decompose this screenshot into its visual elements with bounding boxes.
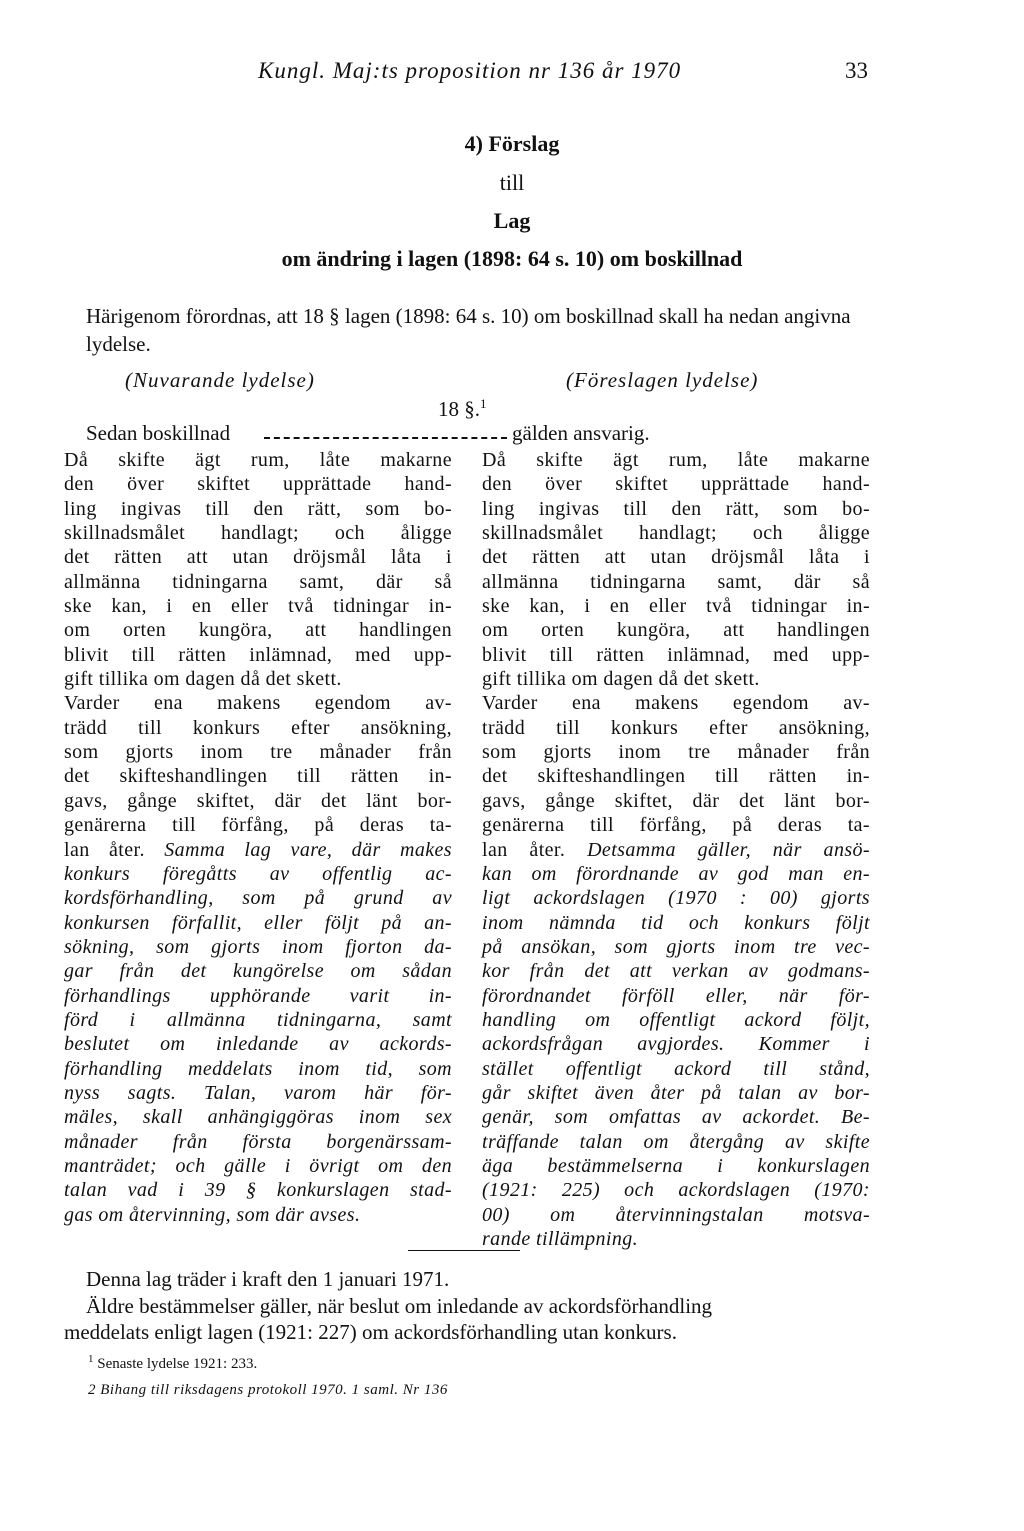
line-text: lan åter.: [64, 838, 165, 861]
right-text-line: [482, 594, 870, 618]
line-text: trädd till konkurs efter ansökning,: [482, 716, 870, 739]
intro-paragraph: Härigenom förordnas, att 18 § lagen (1898: 64 s. 10) om boskillnad skall ha nedan angivna lydelse.: [86, 304, 851, 356]
left-text-line: [64, 472, 452, 496]
left-text-line: [64, 1178, 452, 1202]
line-text: lan åter.: [482, 838, 588, 861]
footer-line-3: meddelats enligt lagen (1921: 227) om ackordsförhandling utan konkurs.: [64, 1320, 677, 1344]
line-text: rande tillämpning.: [482, 1228, 639, 1250]
line-text: ske kan, i en eller två tidningar in-: [482, 595, 870, 618]
line-text: Då skifte ägt rum, låte makarne: [482, 449, 870, 471]
line-text: ling ingivas till den rätt, som bo-: [64, 497, 452, 520]
right-text-line: [482, 521, 870, 545]
right-text-line: [482, 813, 870, 837]
line-text: ling ingivas till den rätt, som bo-: [482, 497, 870, 520]
line-text: ackordsfrågan avgjordes. Kommer i: [482, 1033, 870, 1056]
line-text: träffande talan om återgång av skifte: [482, 1130, 870, 1153]
right-text-line: [482, 643, 870, 667]
right-text-line: [482, 691, 870, 715]
footnote: [88, 1353, 257, 1373]
right-text-line: [482, 448, 870, 472]
line-text: allmänna tidningarna samt, där så: [64, 570, 452, 593]
line-text: ligt ackordslagen (1970 : 00) gjorts: [482, 887, 870, 910]
line-text: allmänna tidningarna samt, där så: [482, 570, 870, 593]
line-text: förhandlings upphörande varit in-: [64, 984, 452, 1007]
section-label: 18 §.: [438, 397, 480, 421]
right-text-line: [482, 764, 870, 788]
line-text: om orten kungöra, att handlingen: [482, 619, 870, 642]
line-text: går skiftet även åter på talan av bor-: [482, 1081, 870, 1104]
line-text: blivit till rätten inlämnad, med upp-: [64, 643, 452, 666]
right-text-line: [482, 959, 870, 983]
right-text-line: [482, 1227, 870, 1251]
right-text-line: [482, 1130, 870, 1154]
right-column-heading: (Föreslagen lydelse): [566, 368, 759, 392]
line-text: kan om förordnande av god man en-: [482, 862, 870, 885]
line-text: förordnandet förföll eller, när för-: [482, 984, 870, 1007]
line-text: mäles, skall anhängiggöras inom sex: [64, 1106, 452, 1129]
left-text-line: [64, 667, 452, 691]
running-header-title: Kungl. Maj:ts proposition nr 136 år 1970: [258, 58, 682, 83]
line-text: trädd till konkurs efter ansökning,: [64, 716, 452, 739]
line-text: inom nämnda tid och konkurs följt: [482, 911, 870, 934]
line-text: gar från det kungörelse om sådan: [64, 960, 452, 983]
right-text-line: [482, 1203, 870, 1227]
left-text-line: [64, 1081, 452, 1105]
left-text-line: [64, 521, 452, 545]
line-text: konkursen förfallit, eller följt på an-: [64, 911, 452, 934]
footnote-number: 1: [88, 1353, 94, 1365]
left-column-heading: (Nuvarande lydelse): [125, 368, 315, 392]
footnote-text: Senaste lydelse 1921: 233.: [97, 1356, 258, 1372]
right-text-line: [482, 886, 870, 910]
footer-line-1: Denna lag träder i kraft den 1 januari 1971.: [86, 1267, 450, 1291]
lead-text-right: gälden ansvarig.: [512, 421, 650, 445]
left-text-line: [64, 740, 452, 764]
left-text-line: [64, 716, 452, 740]
page-number: 33: [845, 58, 868, 83]
footnote-mark: 1: [480, 396, 487, 411]
line-text: Varder ena makens egendom av-: [64, 692, 452, 715]
left-text-line: [64, 618, 452, 642]
line-text: äga bestämmelserna i konkurslagen: [482, 1154, 870, 1177]
right-text-line: [482, 1154, 870, 1178]
line-text: kordsförhandling, som på grund av: [64, 887, 452, 910]
line-text: stället offentligt ackord till stånd,: [482, 1057, 870, 1080]
line-text: förhandling meddelats inom tid, som: [64, 1057, 452, 1080]
line-text: gift tillika om dagen då det skett.: [64, 668, 342, 691]
line-text: konkurs föregåtts av offentlig ac-: [64, 862, 452, 885]
line-text: den över skiftet upprättade hand-: [482, 473, 870, 496]
right-column-text: [482, 448, 870, 1251]
line-text: genär, som omfattas av ackordet. Be-: [482, 1106, 870, 1129]
left-text-line: [64, 1105, 452, 1129]
right-text-line: [482, 472, 870, 496]
left-text-line: [64, 764, 452, 788]
right-text-line: [482, 1057, 870, 1081]
omission-dashes: [264, 437, 507, 439]
line-text: (1921: 225) och ackordslagen (1970:: [482, 1179, 870, 1202]
right-text-line: [482, 838, 870, 862]
line-text: nyss sagts. Talan, varom här för-: [64, 1081, 452, 1104]
right-text-line: [482, 1032, 870, 1056]
left-text-line: [64, 935, 452, 959]
left-text-line: [64, 1057, 452, 1081]
left-text-line: [64, 1154, 452, 1178]
heading-till: till: [499, 170, 525, 195]
left-text-line: [64, 1130, 452, 1154]
right-text-line: [482, 1105, 870, 1129]
line-text: det skifteshandlingen till rätten in-: [482, 765, 870, 788]
line-text: månader från första borgenärssam-: [64, 1130, 452, 1153]
line-text: talan vad i 39 § konkurslagen stad-: [64, 1179, 452, 1202]
right-text-line: [482, 1081, 870, 1105]
left-column-text: [64, 448, 452, 1227]
right-text-line: [482, 935, 870, 959]
line-text-italic: Samma lag vare, där makes: [164, 838, 452, 861]
line-text-italic: Detsamma gäller, när ansö-: [587, 838, 870, 861]
left-text-line: [64, 984, 452, 1008]
left-text-line: [64, 813, 452, 837]
right-text-line: [482, 789, 870, 813]
line-text: det rätten att utan dröjsmål låta i: [482, 546, 870, 569]
line-text: den över skiftet upprättade hand-: [64, 473, 452, 496]
line-text: manträdet; och gälle i övrigt om den: [64, 1154, 452, 1177]
right-text-line: [482, 911, 870, 935]
line-text: på ansökan, som gjorts inom tre vec-: [482, 935, 870, 958]
line-text: beslutet om inledande av ackords-: [64, 1033, 452, 1056]
right-text-line: [482, 618, 870, 642]
line-text: det skifteshandlingen till rätten in-: [64, 765, 452, 788]
right-text-line: [482, 1008, 870, 1032]
line-text: gas om återvinning, som där avses.: [64, 1203, 361, 1226]
right-text-line: [482, 716, 870, 740]
left-text-line: [64, 643, 452, 667]
section-number: [438, 396, 487, 422]
heading-lag: Lag: [493, 208, 531, 233]
proposal-heading: 4) Förslag: [464, 131, 560, 156]
right-text-line: [482, 862, 870, 886]
left-text-line: [64, 1032, 452, 1056]
line-text: förd i allmänna tidningarna, samt: [64, 1008, 452, 1031]
left-text-line: [64, 959, 452, 983]
right-text-line: [482, 740, 870, 764]
left-text-line: [64, 570, 452, 594]
left-text-line: [64, 911, 452, 935]
right-text-line: [482, 570, 870, 594]
left-text-line: [64, 448, 452, 472]
right-text-line: [482, 497, 870, 521]
line-text: genärerna till förfång, på deras ta-: [64, 814, 452, 837]
right-text-line: [482, 667, 870, 691]
line-text: skillnadsmålet handlagt; och åligge: [482, 522, 870, 545]
line-text: det rätten att utan dröjsmål låta i: [64, 546, 452, 569]
line-text: om orten kungöra, att handlingen: [64, 619, 452, 642]
line-text: sökning, som gjorts inom fjorton da-: [64, 935, 452, 958]
line-text: som gjorts inom tre månader från: [64, 741, 452, 764]
line-text: genärerna till förfång, på deras ta-: [482, 814, 870, 837]
left-text-line: [64, 691, 452, 715]
line-text: gift tillika om dagen då det skett.: [482, 668, 760, 691]
footer-line-2: Äldre bestämmelser gäller, när beslut om inledande av ackordsförhandling: [86, 1294, 713, 1318]
left-text-line: [64, 789, 452, 813]
separator-rule: [408, 1250, 520, 1251]
right-text-line: [482, 1178, 870, 1202]
line-text: ske kan, i en eller två tidningar in-: [64, 595, 452, 618]
lead-text-left: Sedan boskillnad: [86, 421, 231, 445]
left-text-line: [64, 594, 452, 618]
heading-subtitle: om ändring i lagen (1898: 64 s. 10) om boskillnad: [281, 246, 743, 271]
left-text-line: [64, 545, 452, 569]
line-text: som gjorts inom tre månader från: [482, 741, 870, 764]
line-text: handling om offentligt ackord följt,: [482, 1008, 870, 1031]
line-text: skillnadsmålet handlagt; och åligge: [64, 522, 452, 545]
left-text-line: [64, 497, 452, 521]
line-text: gavs, gånge skiftet, där det länt bor-: [482, 789, 870, 812]
line-text: kor från det att verkan av godmans-: [482, 960, 870, 983]
right-text-line: [482, 984, 870, 1008]
bihang-line: 2 Bihang till riksdagens protokoll 1970. 1 saml. Nr 136: [88, 1382, 448, 1398]
left-text-line: [64, 886, 452, 910]
left-text-line: [64, 838, 452, 862]
line-text: blivit till rätten inlämnad, med upp-: [482, 643, 870, 666]
left-text-line: [64, 862, 452, 886]
line-text: 00) om återvinningstalan motsva-: [482, 1203, 870, 1226]
line-text: gavs, gånge skiftet, där det länt bor-: [64, 789, 452, 812]
left-text-line: [64, 1203, 452, 1227]
left-text-line: [64, 1008, 452, 1032]
line-text: Då skifte ägt rum, låte makarne: [64, 449, 452, 471]
line-text: Varder ena makens egendom av-: [482, 692, 870, 715]
right-text-line: [482, 545, 870, 569]
